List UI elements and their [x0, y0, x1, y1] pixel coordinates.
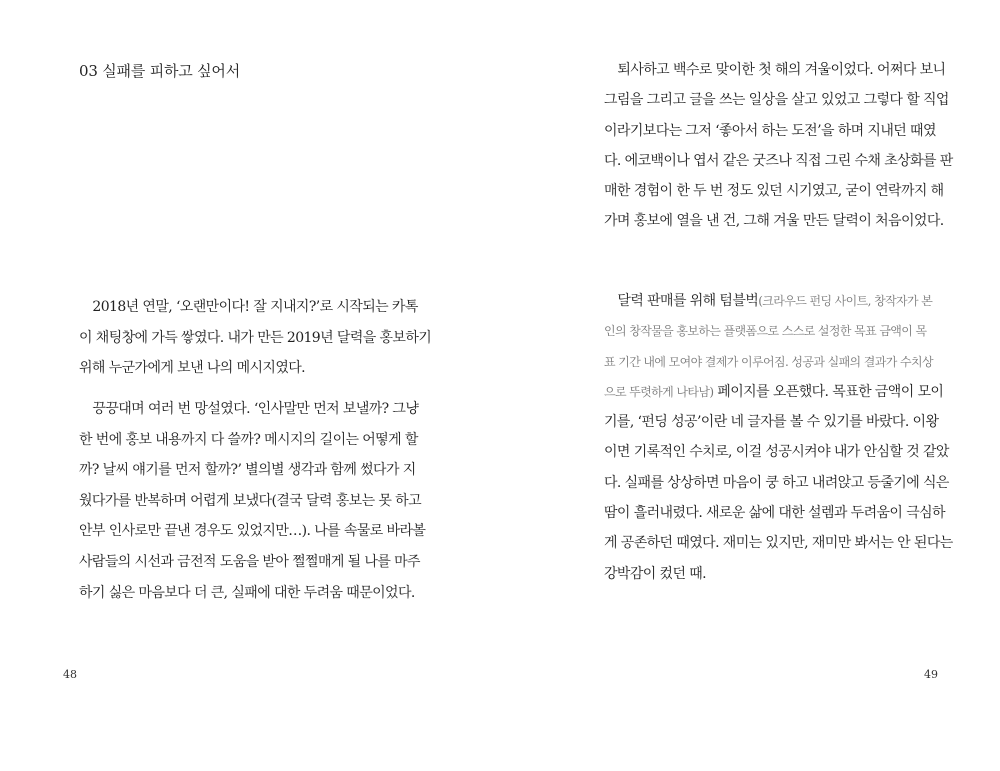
- footnote-text: 인의 창작물을 홍보하는 플랫폼으로 스스로 설정한 목표 금액이 목: [604, 324, 927, 339]
- text-line: 강박감이 컸던 때.: [604, 565, 707, 582]
- text-line: 퇴사하고 백수로 맞이한 첫 해의 겨울이었다. 어쩌다 보니: [604, 62, 946, 78]
- text-line: 끙끙대며 여러 번 망설였다. ‘인사말만 먼저 보낼까? 그냥: [79, 401, 419, 417]
- text-line: 땀이 흘러내렸다. 새로운 삶에 대한 설렘과 두려움이 극심하: [604, 505, 945, 522]
- text-line: 2018년 연말, ‘오랜만이다! 잘 지내지?’로 시작되는 카톡: [79, 299, 418, 315]
- text-line: 가며 홍보에 열을 낸 건, 그해 겨울 만든 달력이 처음이었다.: [604, 213, 944, 230]
- text-run: 달력 판매를 위해 텀블벅: [604, 293, 759, 309]
- text-line: 안부 인사로만 끝낸 경우도 있었지만…). 나를 속물로 바라볼: [79, 523, 426, 540]
- footnote-text: (크라우드 펀딩 사이트, 창작자가 본: [758, 294, 933, 308]
- text-line: 한 번에 홍보 내용까지 다 쓸까? 메시지의 길이는 어떻게 할: [79, 431, 418, 448]
- text-run: 페이지를 오픈했다. 목표한 금액이 모이: [713, 383, 944, 400]
- chapter-title: 03 실패를 피하고 싶어서: [79, 62, 241, 80]
- text-line: 이 채팅창에 가득 쌓였다. 내가 만든 2019년 달력을 홍보하기: [79, 329, 432, 346]
- text-line: 다. 에코백이나 엽서 같은 굿즈나 직접 그린 수채 초상화를 판: [604, 152, 953, 169]
- text-line: 그림을 그리고 글을 쓰는 일상을 살고 있었고 그렇다 할 직업: [604, 92, 949, 109]
- text-line: 사람들의 시선과 금전적 도움을 받아 쩔쩔매게 될 나를 마주: [79, 553, 420, 570]
- text-line: [604, 286, 953, 316]
- footnote-text: 으로 뚜렷하게 나타남): [604, 384, 714, 399]
- text-line: 기를, ‘펀딩 성공’이란 네 글자를 볼 수 있기를 바랐다. 이왕: [604, 414, 939, 431]
- page-number: 49: [924, 668, 938, 681]
- text-line: 다. 실패를 상상하면 마음이 쿵 하고 내려앉고 등줄기에 식은: [604, 474, 949, 491]
- text-line: [604, 377, 953, 407]
- text-line: 하기 싫은 마음보다 더 큰, 실패에 대한 두려움 때문이었다.: [79, 584, 415, 601]
- text-line: 까? 날씨 얘기를 먼저 할까?’ 별의별 생각과 함께 썼다가 지: [79, 462, 416, 479]
- text-line: 위해 누군가에게 보낸 나의 메시지였다.: [79, 360, 306, 377]
- text-line: 이라기보다는 그저 ‘좋아서 하는 도전’을 하며 지내던 때였: [604, 122, 936, 139]
- text-line: 매한 경험이 한 두 번 정도 있던 시기였고, 굳이 연락까지 해: [604, 183, 944, 200]
- text-line: 이면 기록적인 수치로, 이걸 성공시켜야 내가 안심할 것 같았: [604, 444, 949, 461]
- paragraph-4: [604, 286, 953, 589]
- text-line: 게 공존하던 때였다. 재미는 있지만, 재미만 봐서는 안 된다는: [604, 535, 953, 552]
- paragraph-3: [604, 55, 953, 237]
- paragraph-2: [79, 394, 425, 608]
- text-line: 웠다가를 반복하며 어렵게 보냈다(결국 달력 홍보는 못 하고: [79, 492, 421, 509]
- footnote-text: 표 기간 내에 모여야 결제가 이루어짐. 성공과 실패의 결과가 수치상: [604, 354, 933, 369]
- page-number: 48: [63, 668, 77, 681]
- right-page: [500, 0, 1000, 771]
- paragraph-1: [79, 292, 431, 384]
